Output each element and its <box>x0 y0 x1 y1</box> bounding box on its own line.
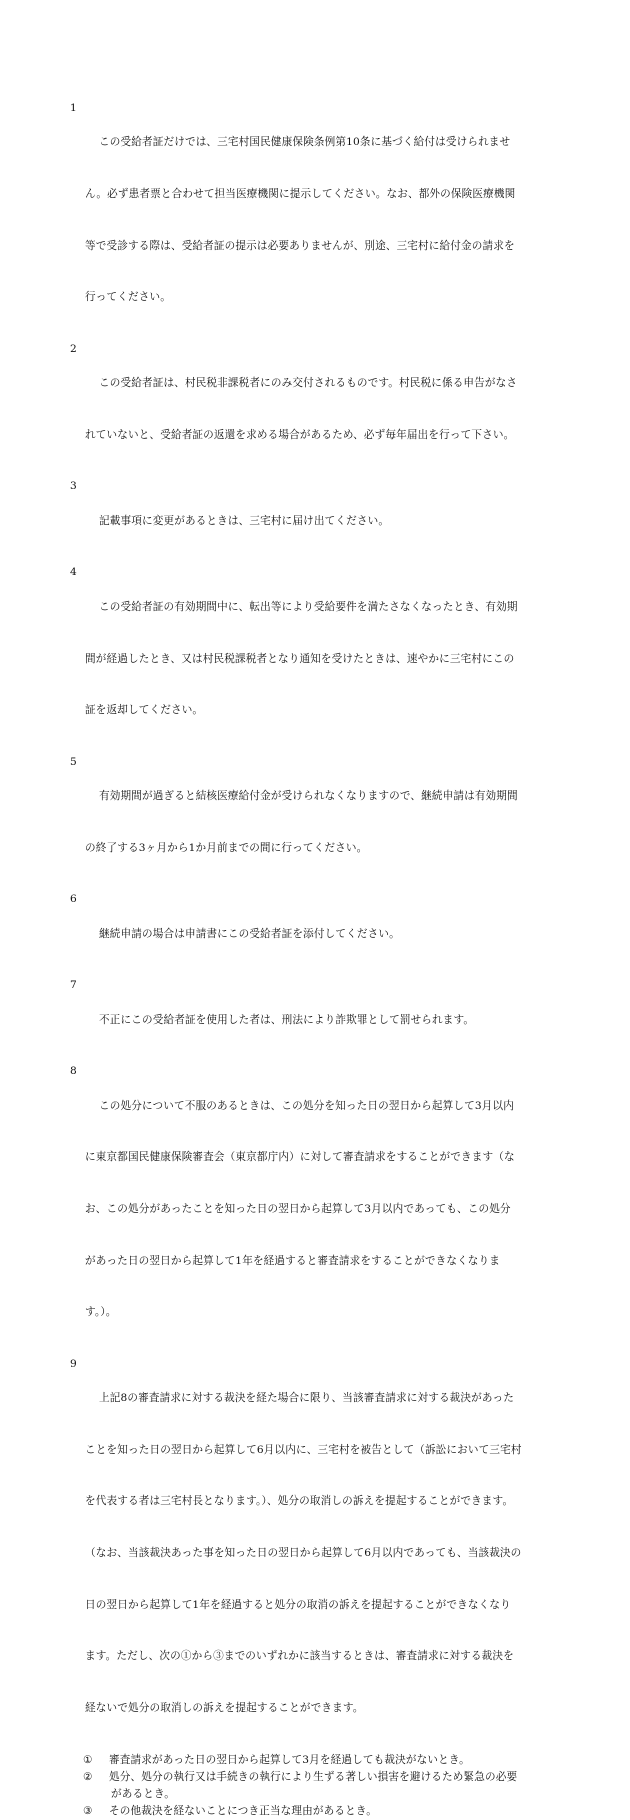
item-line: 行ってください。 <box>85 291 171 304</box>
subitem-mark: ② <box>83 1770 93 1783</box>
item-line: 継続申請の場合は申請書にこの受給者証を添付してください。 <box>99 927 400 940</box>
item-line: ます。ただし、次の①から③までのいずれかに該当するときは、審査請求に対する裁決を <box>85 1650 514 1663</box>
item-line: この受給者証だけでは、三宅村国民健康保険条例第10条に基づく給付は受けられませ <box>99 136 511 149</box>
item-text <box>85 341 562 479</box>
item-line: 有効期間が過ぎると結核医療給付金が受けられなくなりますので、継続申請は有効期間 <box>99 790 518 803</box>
item-line: お、この処分があったことを知った日の翌日から起算して3月以内であっても、この処分 <box>85 1203 511 1215</box>
item-number: 6 <box>70 893 77 906</box>
subitem-line: 処分、処分の執行又は手続きの執行により生ずる著しい損害を避けるため緊急の必要 <box>109 1770 518 1783</box>
item-text <box>85 564 562 753</box>
item-line: ん。必ず患者票と合わせて担当医療機関に提示してください。なお、都外の保険医療機関 <box>85 188 516 201</box>
item-number: 4 <box>70 566 77 579</box>
item-text <box>85 100 562 341</box>
subitem-text <box>109 1752 562 1769</box>
subitem-text <box>109 1803 562 1820</box>
item-text <box>85 1356 562 1752</box>
item-line: を代表する者は三宅村長となります。）、処分の取消しの訴えを提起することができます。 <box>85 1495 514 1508</box>
item-line: 不正にこの受給者証を使用した者は、刑法により詐欺罪として罰せられます。 <box>99 1013 475 1026</box>
notice-item-3 <box>70 478 562 564</box>
item-line: があった日の翌日から起算して1年を経過すると審査請求をすることができなくなりま <box>85 1254 501 1267</box>
notice-item-1 <box>70 100 562 341</box>
notice-item-5 <box>70 754 562 892</box>
subitem-mark: ③ <box>83 1805 93 1818</box>
item-text <box>85 754 562 892</box>
notice-subitem-3 <box>83 1803 562 1820</box>
item-text <box>85 977 562 1063</box>
item-line: 経ないで処分の取消しの訴えを提起することができます。 <box>85 1701 364 1714</box>
item-number: 7 <box>70 979 77 992</box>
notice-item-7 <box>70 977 562 1063</box>
item-text <box>85 1063 562 1355</box>
item-text <box>85 891 562 977</box>
notice-item-9 <box>70 1356 562 1752</box>
item-line: れていないと、受給者証の返還を求める場合があるため、必ず毎年届出を行って下さい。 <box>85 428 515 441</box>
item-line: す。）。 <box>85 1306 117 1319</box>
item-line: この受給者証は、村民税非課税者にのみ交付されるものです。村民税に係る申告がなさ <box>99 377 518 390</box>
item-line: ことを知った日の翌日から起算して6月以内に、三宅村を被告として（訴訟において三宅村 <box>85 1443 522 1456</box>
item-line: 等で受診する際は、受給者証の提示は必要ありませんが、別途、三宅村に給付金の請求を <box>85 239 515 252</box>
item-line: 記載事項に変更があるときは、三宅村に届け出てください。 <box>99 514 390 527</box>
subitem-line: 審査請求があった日の翌日から起算して3月を経過しても裁決がないとき。 <box>109 1753 470 1766</box>
notice-document <box>70 100 562 1820</box>
subitem-line: その他裁決を経ないことにつき正当な理由があるとき。 <box>109 1805 377 1818</box>
item-number: 9 <box>70 1357 77 1370</box>
subitem-line: があるとき。 <box>111 1787 176 1800</box>
notice-item-6 <box>70 891 562 977</box>
item-line: 間が経過したとき、又は村民税課税者となり通知を受けたときは、速やかに三宅村にこの <box>85 652 515 665</box>
notice-subitem-2 <box>83 1769 562 1803</box>
notice-item-2 <box>70 341 562 479</box>
item-line: この処分について不服のあるときは、この処分を知った日の翌日から起算して3月以内 <box>99 1099 514 1112</box>
item-line: の終了する3ヶ月から1か月前までの間に行ってください。 <box>85 841 368 854</box>
item-number: 5 <box>70 755 77 768</box>
notice-item-8 <box>70 1063 562 1355</box>
item-number: 1 <box>70 102 77 114</box>
item-text <box>85 478 562 564</box>
notice-subitem-1 <box>83 1752 562 1769</box>
item-number: 2 <box>70 342 77 355</box>
item-line: 証を返却してください。 <box>85 704 204 717</box>
item-line: 上記8の審査請求に対する裁決を経た場合に限り、当該審査請求に対する裁決があった <box>99 1392 515 1405</box>
item-line: に東京都国民健康保険審査会（東京都庁内）に対して審査請求をすることができます（な <box>85 1151 515 1164</box>
subitem-text <box>109 1769 562 1803</box>
item-line: （なお、当該裁決あった事を知った日の翌日から起算して6月以内であっても、当該裁決の <box>85 1547 522 1560</box>
subitem-mark: ① <box>83 1753 93 1766</box>
item-number: 8 <box>70 1065 77 1078</box>
item-line: 日の翌日から起算して1年を経過すると処分の取消の訴えを提起することができなくなり <box>85 1598 511 1611</box>
notice-item-4 <box>70 564 562 753</box>
item-number: 3 <box>70 480 77 493</box>
item-line: この受給者証の有効期間中に、転出等により受給要件を満たさなくなったとき、有効期 <box>99 600 518 613</box>
